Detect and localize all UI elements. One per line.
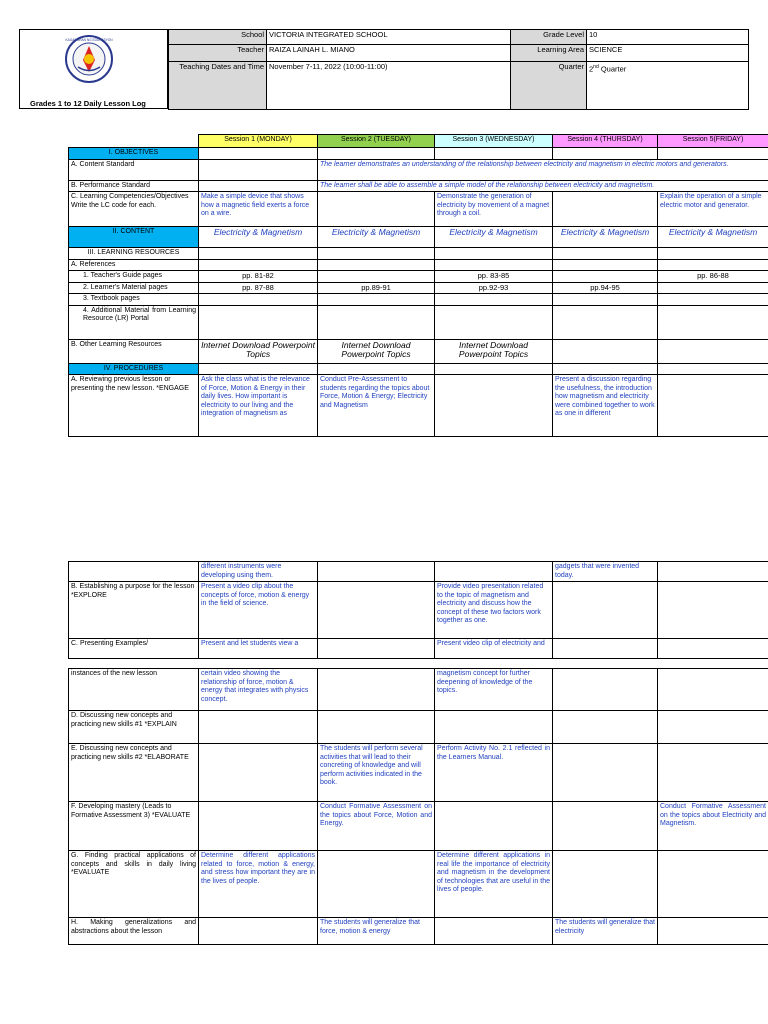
mastery-session5: Conduct Formative Assessment on the topics about Electricity and Magnetism. <box>658 802 768 851</box>
examples-session1: Present and let students view a <box>199 639 318 659</box>
engage-cont-session4: gadgets that were invented today. <box>553 562 658 582</box>
generalizations-session2: The students will generalize that force, motion & energy <box>318 918 435 945</box>
objectives-heading: I. OBJECTIVES <box>69 148 199 160</box>
references-label: A. References <box>69 259 199 271</box>
teacher-label: Teacher <box>169 45 267 62</box>
school-label: School <box>169 30 267 45</box>
other-session2: Internet Download Powerpoint Topics <box>318 339 435 363</box>
competency-session5: Explain the operation of a simple electric motor and generator. <box>658 192 768 227</box>
topic-session2: Electricity & Magnetism <box>318 227 435 248</box>
session2-header: Session 2 (TUESDAY) <box>318 135 435 148</box>
examples-cont-session1: certain video showing the relationship of force, motion & energy that integrates with physics concept. <box>199 669 318 711</box>
other-session1: Internet Download Powerpoint Topics <box>199 339 318 363</box>
dates-label: Teaching Dates and Time <box>169 62 267 110</box>
lm-session1: pp. 87-88 <box>199 282 318 294</box>
elaborate-session3: Perform Activity No. 2.1 reflected in the Learners Manual. <box>435 744 553 802</box>
other-session3: Internet Download Powerpoint Topics <box>435 339 553 363</box>
engage-label: A. Reviewing previous lesson or presenting the new lesson. *ENGAGE <box>69 375 199 437</box>
lm-session2: pp.89-91 <box>318 282 435 294</box>
content-standard-text: The learner demonstrates an understanding of the relationship between electricity and magnetism in electric motors and generators. <box>318 159 768 180</box>
examples-cont-session3: magnetism concept for further deepening of knowledge of the topics. <box>435 669 553 711</box>
lesson-table-page3 <box>68 668 768 945</box>
school-value: VICTORIA INTEGRATED SCHOOL <box>267 30 511 45</box>
elaborate-label: E. Discussing new concepts and practicing new skills #2 *ELABORATE <box>69 744 199 802</box>
grade-label: Grade Level <box>511 30 587 45</box>
elaborate-session2: The students will perform several activities that will lead to their concreting of knowledge and will perform activities indicated in the book. <box>318 744 435 802</box>
applications-label: G. Finding practical applications of concepts and skills in daily living *EVALUATE <box>69 851 199 918</box>
quarter-value <box>587 62 749 110</box>
learners-material-label: 2. Learner's Material pages <box>69 282 199 294</box>
resources-heading: III. LEARNING RESOURCES <box>69 248 199 260</box>
textbook-label: 3. Textbook pages <box>69 294 199 306</box>
dates-value: November 7-11, 2022 (10:00-11:00) <box>267 62 511 110</box>
competency-session1: Make a simple device that shows how a magnetic field exerts a force on a wire. <box>199 192 318 227</box>
explore-label: B. Establishing a purpose for the lesson *EXPLORE <box>69 582 199 639</box>
session1-header: Session 1 (MONDAY) <box>199 135 318 148</box>
topic-session5: Electricity & Magnetism <box>658 227 768 248</box>
tg-session3: pp. 83-85 <box>435 271 553 283</box>
seal-text: KAGAWARAN NG EDUKASYON <box>65 38 113 42</box>
lesson-table-page1 <box>68 134 768 437</box>
examples-session3: Present video clip of electricity and <box>435 639 553 659</box>
quarter-label: Quarter <box>511 62 587 110</box>
topic-session3: Electricity & Magnetism <box>435 227 553 248</box>
lm-session3: pp.92-93 <box>435 282 553 294</box>
area-label: Learning Area <box>511 45 587 62</box>
other-resources-label: B. Other Learning Resources <box>69 339 199 363</box>
tg-session1: pp. 81-82 <box>199 271 318 283</box>
teacher-value: RAIZA LAINAH L. MIANO <box>267 45 511 62</box>
applications-session3: Determine different applications in real life the importance of electricity and magnetism in the development of technologies that are useful in the lives of people. <box>435 851 553 918</box>
header-box <box>19 29 168 109</box>
lr-portal-label: 4. Additional Material from Learning Resource (LR) Portal <box>69 305 199 339</box>
header-table <box>168 29 749 110</box>
performance-standard-text: The learner shall be able to assemble a simple model of the relationship between electricity and magnetism. <box>318 180 768 192</box>
session4-header: Session 4 (THURSDAY) <box>553 135 658 148</box>
tg-session5: pp. 86-88 <box>658 271 768 283</box>
grade-value: 10 <box>587 30 749 45</box>
engage-cont-session1: different instruments were developing using them. <box>199 562 318 582</box>
engage-session4: Present a discussion regarding the usefulness, the introduction how magnetism and electricity were combined together to work as one in different <box>553 375 658 437</box>
performance-standard-label: B. Performance Standard <box>69 180 199 192</box>
session5-header: Session 5(FRIDAY) <box>658 135 768 148</box>
procedures-heading: IV. PROCEDURES <box>69 363 199 375</box>
lesson-table-page2 <box>68 561 768 659</box>
log-title: Grades 1 to 12 Daily Lesson Log <box>30 99 146 108</box>
explain-label: D. Discussing new concepts and practicing new skills #1 *EXPLAIN <box>69 711 199 744</box>
engage-session1: Ask the class what is the relevance of Force, Motion & Energy in their daily lives. How important is electricity to our living and the integration of magnetism as <box>199 375 318 437</box>
mastery-session2: Conduct Formative Assessment on the topics about Force, Motion and Energy. <box>318 802 435 851</box>
competency-session3: Demonstrate the generation of electricity by movement of a magnet through a coil. <box>435 192 553 227</box>
examples-cont-label: instances of the new lesson <box>69 669 199 711</box>
deped-seal-icon <box>64 34 114 84</box>
quarter-sup: nd <box>593 64 599 70</box>
quarter-num: 2 <box>589 64 594 74</box>
mastery-label: F. Developing mastery (Leads to Formative Assessment 3) *EVALUATE <box>69 802 199 851</box>
explore-session1: Present a video clip about the concepts of force, motion & energy in the field of science. <box>199 582 318 639</box>
generalizations-session4: The students will generalize that electricity <box>553 918 658 945</box>
area-value: SCIENCE <box>587 45 749 62</box>
topic-session4: Electricity & Magnetism <box>553 227 658 248</box>
lm-session4: pp.94-95 <box>553 282 658 294</box>
generalizations-label: H. Making generalizations and abstractions about the lesson <box>69 918 199 945</box>
competencies-label: C. Learning Competencies/Objectives Write the LC code for each. <box>69 192 199 227</box>
examples-label: C. Presenting Examples/ <box>69 639 199 659</box>
content-heading: II. CONTENT <box>69 227 199 248</box>
quarter-word: Quarter <box>600 64 627 74</box>
applications-session1: Determine different applications related to force, motion & energy, and stress how important they are in the lives of people. <box>199 851 318 918</box>
teachers-guide-label: 1. Teacher's Guide pages <box>69 271 199 283</box>
session3-header: Session 3 (WEDNESDAY) <box>435 135 553 148</box>
topic-session1: Electricity & Magnetism <box>199 227 318 248</box>
explore-session3: Provide video presentation related to the topic of magnetism and electricity and discuss how the concept of these two factors work together as one. <box>435 582 553 639</box>
content-standard-label: A. Content Standard <box>69 159 199 180</box>
engage-session2: Conduct Pre-Assessment to students regarding the topics about Force, Motion & Energy; Electricity and Magnetism <box>318 375 435 437</box>
